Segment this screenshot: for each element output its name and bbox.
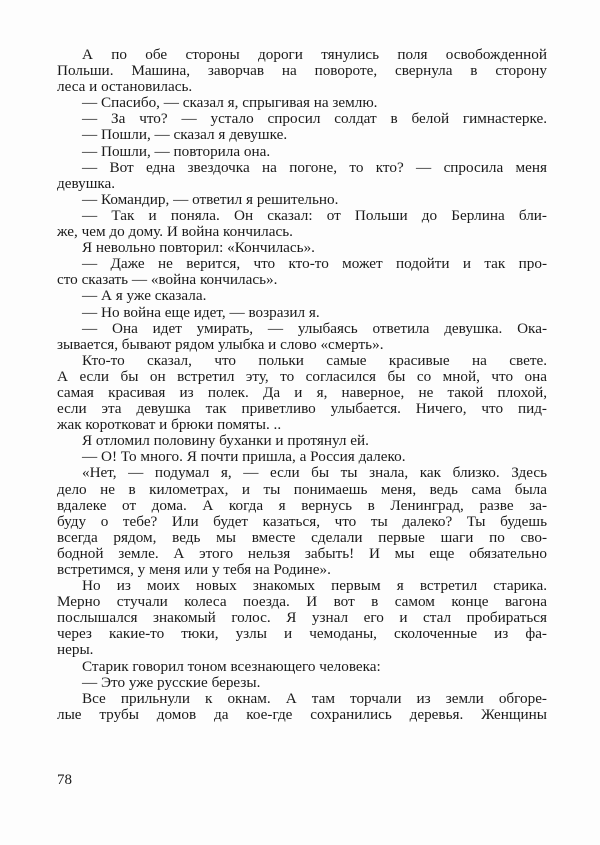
text-line: Я невольно повторил: «Кончилась». [82, 239, 315, 257]
text-line: через какие-то тюки, узлы и чемоданы, сколоченные из фа- [57, 625, 547, 643]
text-line: «Нет, — подумал я, — если бы ты знала, как близко. Здесь [82, 464, 547, 482]
text-line: — Вот една звездочка на погоне, то кто? — спросила меня [82, 158, 547, 176]
text-line: буду о тебе? Или будет казаться, что ты далеко? Ты будешь [57, 512, 547, 530]
text-line: Я отломил половину буханки и протянул ей. [82, 432, 369, 450]
page-number: 78 [57, 772, 72, 788]
text-line: — Пошли, — повторила она. [82, 142, 271, 160]
text-line: встретимся, у меня или у тебя на Родине». [57, 561, 331, 578]
text-line: — Командир, — ответил я решительно. [82, 190, 339, 208]
text-line: — Так и поняла. Он сказал: от Польши до Берлина бли- [82, 206, 547, 224]
text-line: А если бы он встретил эту, то согласился бы со мной, что она [57, 367, 547, 385]
text-line: дело не в километрах, и ты понимаешь меня, ведь сама была [57, 480, 547, 498]
text-line: — Это уже русские березы. [82, 673, 261, 691]
text-line: сто сказать — «война кончилась». [57, 271, 278, 289]
text-line: — Она идет умирать, — улыбаясь ответила девушка. Ока- [82, 319, 547, 337]
text-line: девушка. [57, 174, 116, 192]
text-line: — А я уже сказала. [82, 287, 207, 305]
text-line: леса и остановилась. [57, 78, 193, 96]
text-line: послышался знакомый голос. Я узнал его и стал пробираться [57, 609, 547, 627]
text-line: — Но война еще идет, — возразил я. [82, 303, 320, 321]
text-line: неры. [57, 641, 94, 659]
text-line: — За что? — устало спросил солдат в белой гимнастерке. [82, 110, 547, 128]
text-line: — Пошли, — сказал я девушке. [82, 126, 288, 144]
text-line: лые трубы домов да кое-где сохранились деревья. Женщины [57, 705, 547, 723]
text-line: вдалеке от дома. А когда я вернусь в Ленинград, разве за- [57, 496, 547, 514]
text-line: бодной земле. А этого нельзя забыть! И мы еще обязательно [57, 544, 547, 562]
text-line: зывается, бывают рядом улыбка и слово «смерть». [57, 335, 384, 353]
text-line: если эта девушка так приветливо улыбается. Ничего, что пид- [57, 400, 547, 418]
text-line: всегда рядом, ведь мы вместе сделали первые шаги по сво- [57, 528, 547, 546]
text-line: Старик говорил тоном всезнающего человека: [82, 657, 381, 675]
text-line: Мерно стучали колеса поезда. И вот в самом конце вагона [57, 593, 547, 611]
text-line: — О! То много. Я почти пришла, а Россия далеко. [82, 448, 406, 466]
text-line: Кто-то сказал, что польки самые красивые на свете. [82, 351, 547, 369]
text-line: самая красивая из полек. Да и я, наверное, не такой плохой, [57, 383, 547, 401]
text-line: жак коротковат и брюки помяты. .. [57, 416, 282, 434]
text-line: — Даже не верится, что кто-то может подойти и так про- [82, 255, 547, 273]
body-text [57, 47, 547, 723]
text-line: же, чем до дому. И война кончилась. [57, 223, 293, 241]
text-line: Но из моих новых знакомых первым я встретил старика. [82, 577, 547, 595]
text-line: — Спасибо, — сказал я, спрыгивая на землю. [82, 94, 378, 112]
text-line: Польши. Машина, заворчав на повороте, свернула в сторону [57, 62, 547, 80]
text-line: Все прильнули к окнам. А там торчали из земли обгоре- [82, 689, 547, 707]
text-line: А по обе стороны дороги тянулись поля освобожденной [82, 46, 547, 63]
